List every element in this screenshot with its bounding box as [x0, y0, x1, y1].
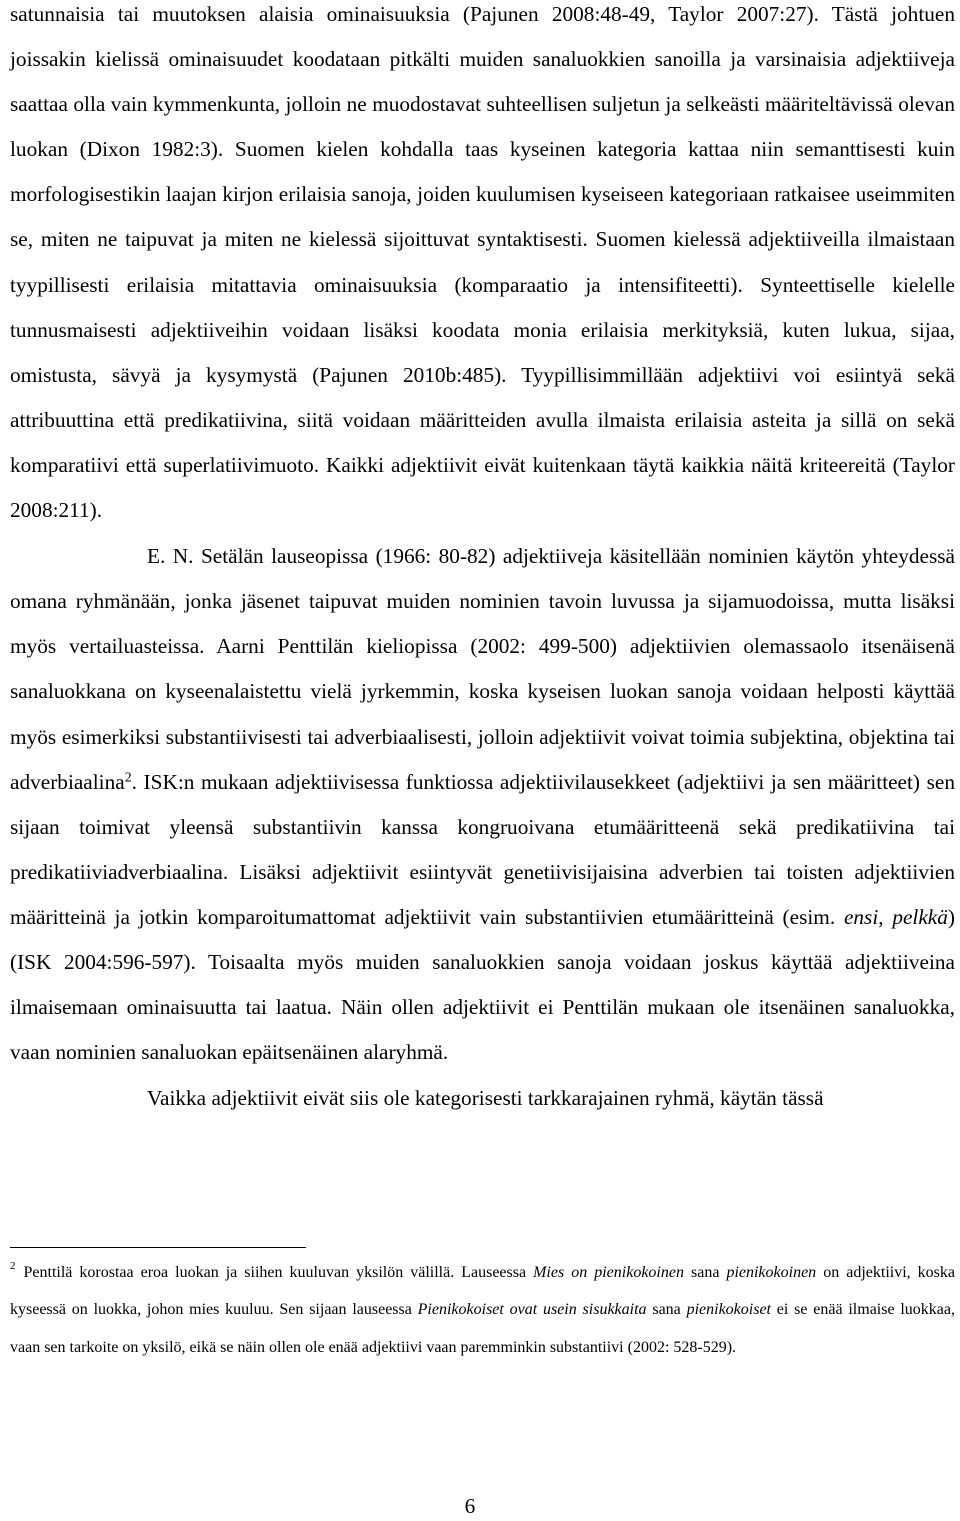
- footnote-separator: [10, 1247, 306, 1248]
- footnote-example: pienikokoinen: [726, 1264, 817, 1281]
- paragraph-start: [10, 1076, 955, 1121]
- paragraph-text: . ISK:n mukaan adjektiivisessa funktiossa adjektiivilausekkeet (adjektiivi ja sen määritteet) sen sijaan toimivat yleensä substantiivin kanssa kongruoivana etumääritteenä sekä predikatiivina tai predikatiiviadverbiaalina. Lisäksi adjektiivit esiintyvät genetiivisijaisina adverbien tai toisten adjektiivien määritteinä ja jotkin komparoitumattomat adjektiivit vain substantiivien etumääritteinä (esim.: [10, 769, 955, 929]
- footnote-text: on adjektiivi, koska kyseessä on luokka, johon mies kuuluu. Sen sijaan lauseessa: [10, 1264, 955, 1319]
- footnote-example: Mies on pienikokoinen: [533, 1264, 684, 1281]
- punctuation: ,: [878, 904, 893, 929]
- paragraph-continued: [10, 0, 955, 533]
- footnote-text: ei se enää ilmaise luokkaa, vaan sen tarkoite on yksilö, eikä se näin ollen ole enää adjektiivi vaan paremminkin substantiivi (2002: 528-529).: [10, 1301, 956, 1356]
- footnotes: [10, 1254, 955, 1366]
- paragraph-text: E. N. Setälän lauseopissa (1966: 80-82) adjektiiveja käsitellään nominien käytön yhteydessä omana ryhmänään, jonka jäsenet taipuvat muiden nominien tavoin luvussa ja sijamuodoissa, mutta lisäksi myös vertailuasteissa. Aarni Penttilän kieliopissa (2002: 499-500) adjektiivien olemassaolo itsenäisenä sanaluokkana on kyseenalaistettu vielä jyrkemmin, koska kyseisen luokan sanoja voidaan helposti käyttää myös esimerkiksi substantiivisesti tai adverbiaalisesti, jolloin adjektiivit voivat toimia subjektina, objektina tai adverbiaalina: [10, 544, 955, 794]
- footnote-text: sana: [683, 1264, 727, 1281]
- footnote-text: sana: [646, 1301, 687, 1319]
- footnote-reference[interactable]: 2: [124, 768, 132, 784]
- footnote-number: 2: [10, 1260, 16, 1273]
- paragraph-setala-penttila: [10, 534, 955, 1075]
- footnote-example: Pienikokoiset ovat usein sisukkaita: [417, 1301, 647, 1319]
- paragraph-text: satunnaisia tai muutoksen alaisia ominaisuuksia (Pajunen 2008:48-49, Taylor 2007:27). Tästä johtuen joissakin kielissä ominaisuudet koodataan pitkälti muiden sanaluokkien sanoilla ja varsinaisia adjektiiveja saattaa olla vain kymmenkunta, jolloin ne muodostavat suhteellisen suljetun ja selkeästi määriteltävissä olevan luokan (Dixon 1982:3). Suomen kielen kohdalla taas kyseinen kategoria kattaa niin semanttisesti kuin morfologisestikin laajan kirjon erilaisia sanoja, joiden kuulumisen kyseiseen kategoriaan ratkaisee useimmiten se, miten ne taipuvat ja miten ne kielessä sijoittuvat syntaktisesti. Suomen kielessä adjektiiveilla ilmaistaan tyypillisesti erilaisia mitattavia ominaisuuksia (komparaatio ja intensifiteetti). Synteettiselle kielelle tunnusmaisesti adjektiiveihin voidaan lisäksi koodata monia erilaisia merkityksiä, kuten lukua, sijaa, omistusta, sävyä ja kysymystä (Pajunen 2010b:485). Tyypillisimmillään adjektiivi voi esiintyä sekä attribuuttina että predikatiivina, siitä voidaan määritteiden avulla ilmaista erilaisia asteita ja sillä on sekä komparatiivi että superlatiivimuoto. Kaikki adjektiivit eivät kuitenkaan täytä kaikkia näitä kriteereitä (Taylor 2008:211).: [10, 2, 955, 523]
- example-word: ensi: [843, 904, 879, 929]
- body-text: [10, 0, 955, 1121]
- page-number: 6: [464, 1494, 476, 1518]
- footnote-example: pienikokoiset: [686, 1301, 771, 1319]
- footnote: [10, 1254, 955, 1366]
- footnote-text: Penttilä korostaa eroa luokan ja siihen kuuluvan yksilön välillä. Lauseessa: [23, 1264, 534, 1281]
- example-word: pelkkä: [892, 904, 948, 929]
- document-page: [10, 0, 955, 1521]
- paragraph-text: ) (ISK 2004:596-597). Toisaalta myös muiden sanaluokkien sanoja voidaan joskus käyttää adjektiiveina ilmaisemaan ominaisuutta tai laatua. Näin ollen adjektiivit ei Penttilän mukaan ole itsenäinen sanaluokka, vaan nominien sanaluokan epäitsenäinen alaryhmä.: [10, 904, 955, 1065]
- paragraph-text: Vaikka adjektiivit eivät siis ole kategorisesti tarkkarajainen ryhmä, käytän tässä: [147, 1086, 824, 1111]
